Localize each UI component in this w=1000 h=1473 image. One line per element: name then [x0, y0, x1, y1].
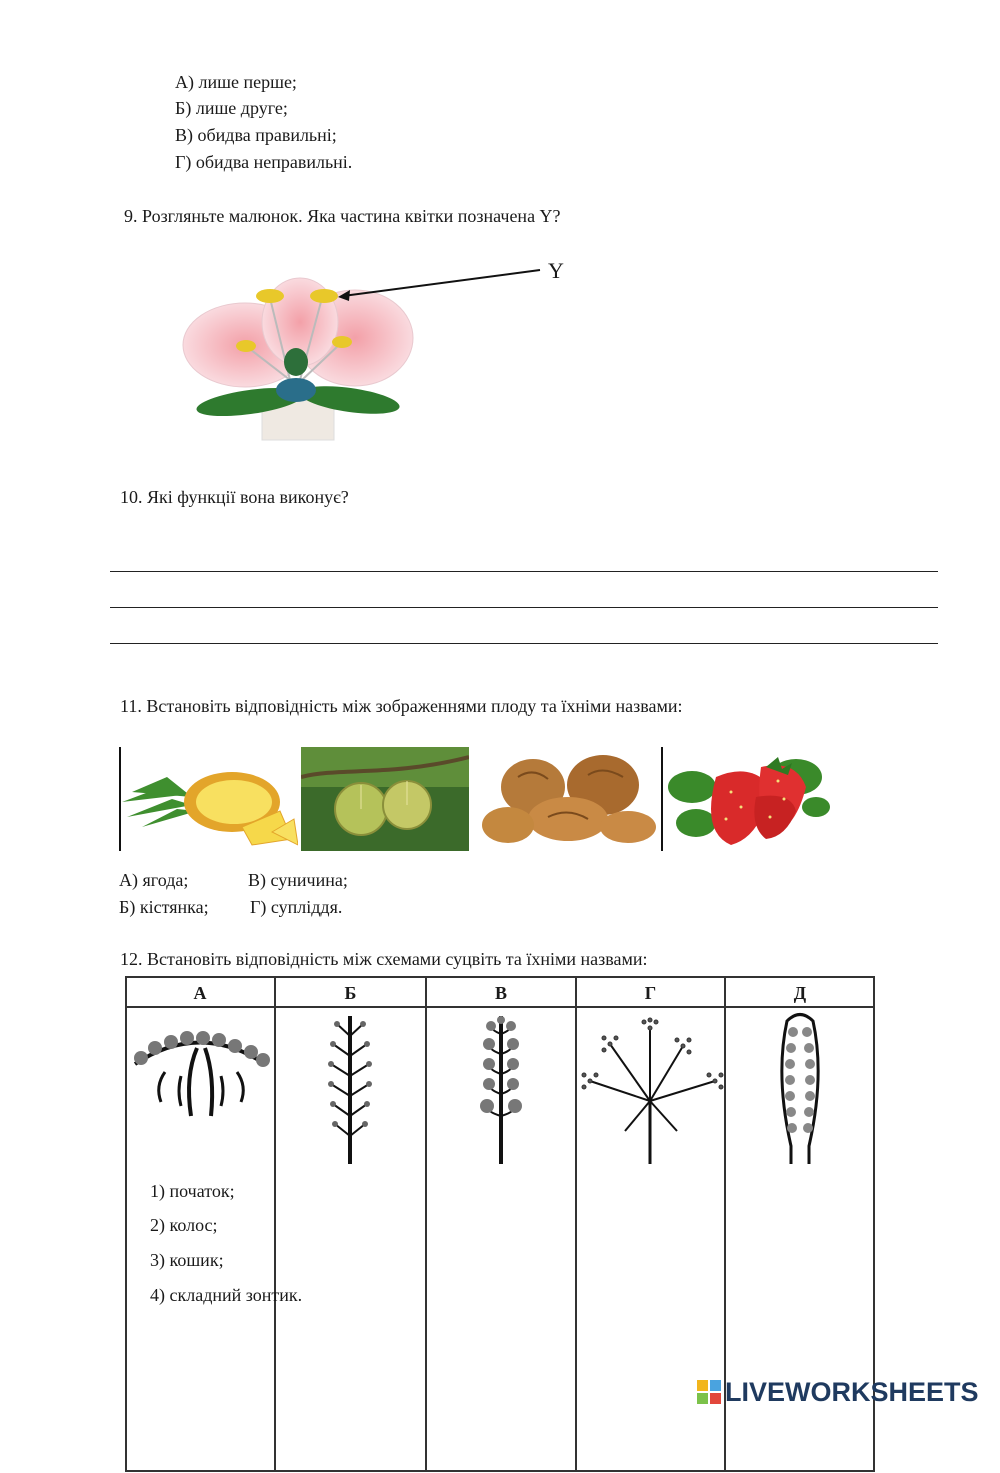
scheme-header-a: А	[193, 983, 207, 1003]
scheme-b	[328, 1016, 372, 1164]
scheme-header-e: Д	[793, 983, 807, 1003]
q11-option-c: В) суничина;	[248, 870, 348, 890]
q12-item-1: 1) початок;	[150, 1181, 235, 1201]
flower-illustration	[150, 250, 590, 450]
scheme-header-b: Б	[344, 983, 357, 1003]
q10-question: 10. Які функції вона виконує?	[120, 487, 349, 507]
anther-marked	[310, 289, 338, 303]
gooseberry-image	[301, 747, 469, 851]
logo-text: LIVEWORKSHEETS	[725, 1376, 979, 1407]
q8-option-d: Г) обидва неправильні.	[175, 152, 353, 172]
liveworksheets-logo	[697, 1377, 979, 1407]
strawberry-image	[666, 747, 832, 851]
logo-icon	[697, 1380, 721, 1404]
q12-question: 12. Встановіть відповідність між схемами суцвіть та їхніми назвами:	[120, 949, 648, 969]
q8-option-c: В) обидва правильні;	[175, 125, 337, 145]
q8-option-b: Б) лише друге;	[175, 98, 288, 118]
q11-option-a: А) ягода;	[119, 870, 189, 890]
anther	[236, 340, 256, 352]
q11-question: 11. Встановіть відповідність між зображеннями плоду та їхніми назвами:	[120, 696, 683, 716]
scheme-header-d: Г	[644, 983, 657, 1003]
q12-item-2: 2) колос;	[150, 1215, 218, 1235]
divider	[661, 747, 663, 851]
q12-item-4: 4) складний зонтик.	[150, 1285, 303, 1305]
anther	[332, 336, 352, 348]
pointer-arrow	[343, 270, 540, 296]
scheme-d	[582, 1018, 723, 1164]
answer-line-3[interactable]	[110, 643, 938, 644]
scheme-header-c: В	[494, 983, 507, 1003]
q8-option-a: А) лише перше;	[175, 72, 297, 92]
scheme-e	[782, 1015, 818, 1165]
scheme-a	[134, 1031, 270, 1116]
answer-line-1[interactable]	[110, 571, 938, 572]
pistil-stigma	[284, 348, 308, 376]
q9-label-y: Y	[548, 258, 564, 283]
q11-option-d: Г) супліддя.	[250, 897, 343, 917]
scheme-c	[480, 1016, 522, 1164]
anther	[256, 289, 284, 303]
answer-line-2[interactable]	[110, 607, 938, 608]
divider	[119, 747, 121, 851]
pineapple-image	[122, 747, 298, 851]
q12-item-3: 3) кошик;	[150, 1250, 224, 1270]
pistil-ovary	[276, 378, 316, 402]
q9-question: 9. Розгляньте малюнок. Яка частина квітки позначена Y?	[124, 206, 561, 226]
q11-option-b: Б) кістянка;	[119, 897, 209, 917]
walnut-image	[478, 747, 658, 851]
